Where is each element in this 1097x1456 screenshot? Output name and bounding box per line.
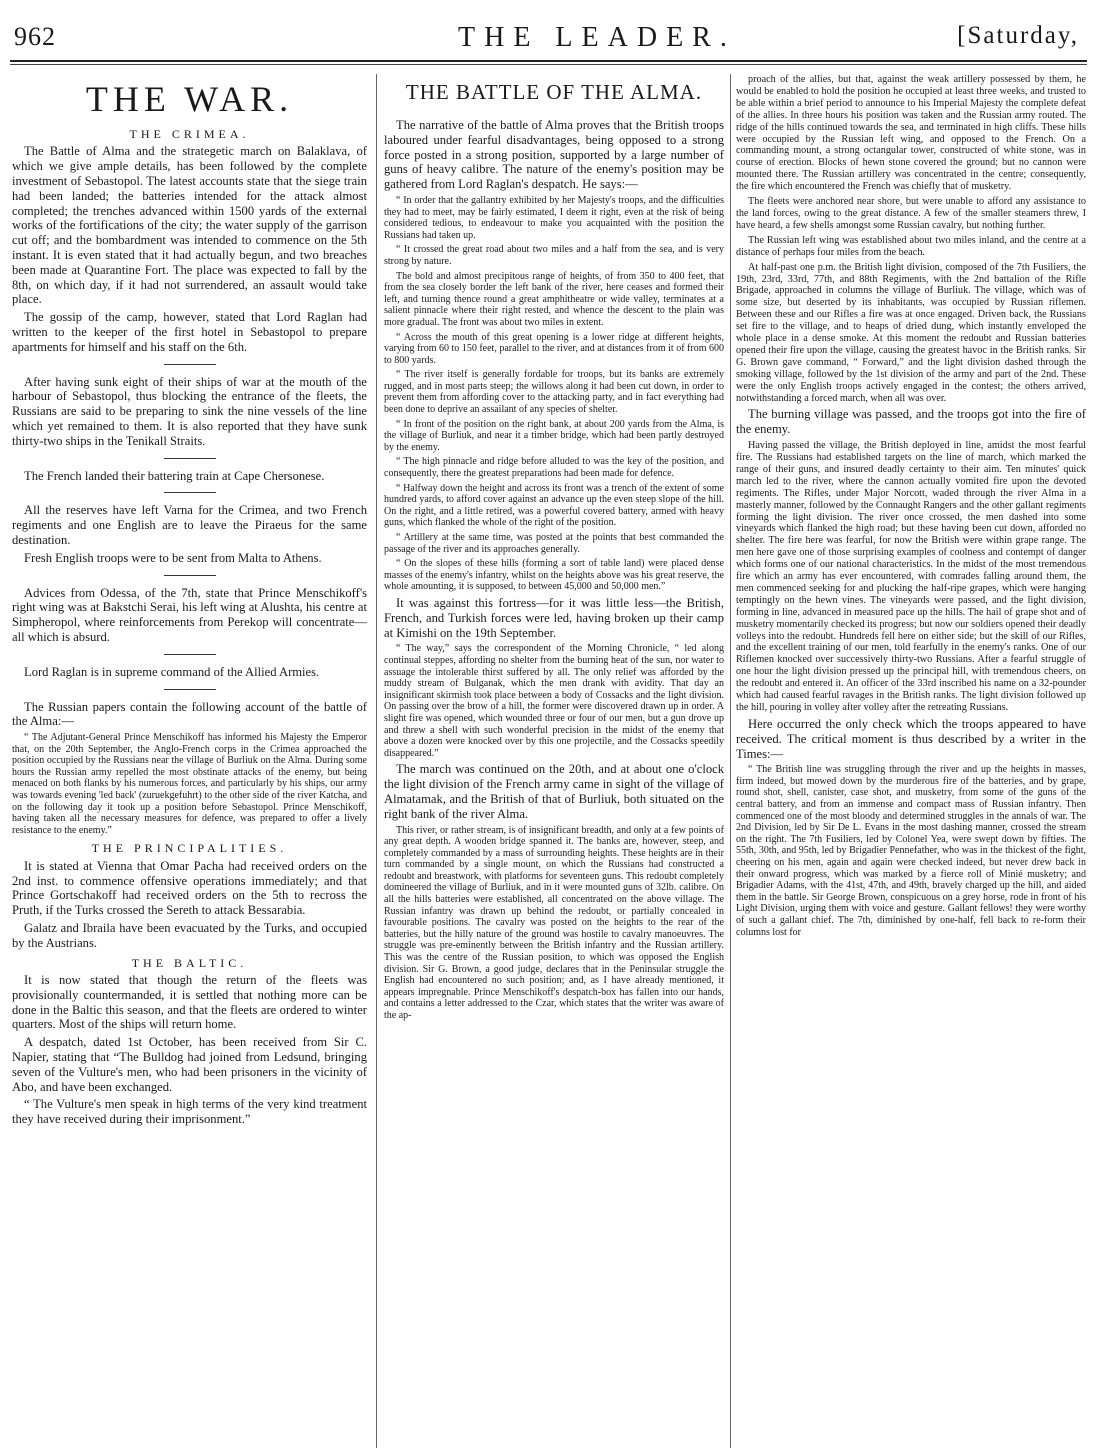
paragraph: The Russian left wing was established about two miles inland, and the centre at a distance of perhaps four miles from the beach.: [736, 234, 1086, 258]
subheading-crimea: THE CRIMEA.: [129, 127, 250, 141]
quotation: “ Halfway down the height and across its front was a trench of the extent of some hundred yards, to afford cover against an advance up the even steep slope of the hill. On the right, and a little retired, was a powerful covered battery, armed with heavy guns, which flanked the whole of the right of the position.: [384, 482, 724, 529]
quotation: “ It crossed the great road about two miles and a half from the sea, and is very strong by nature.: [384, 244, 724, 267]
paragraph: It is stated at Vienna that Omar Pacha had received orders on the 2nd inst. to commence offensive operations immediately; and that Prince Gortschakoff had received orders on the 5th to recross the Pruth, if the Turks crossed the Sereth to attack Bessarabia.: [12, 858, 367, 918]
quotation: “ The way,” says the correspondent of the Morning Chronicle, “ led along continual steppes, affording no shelter from the burning heat of the sun, nor water to assuage the intolerable thirst suffered by all. The only relief was afforded by the muddy stream of Bulganak, which the men drank with avidity. That day an insignificant skirmish took place between a body of Cossacks and the light division. On passing over the brow of a hill, the former were discovered drawn up in order. A slight fire was opened, which wounded three or four of our men, but a gun drove up and threw a shell with such wonderful precision in the midst of the enemy that above a dozen were knocked over by this one projectile, and the Cossacks speedily disappeared.”: [384, 643, 724, 759]
column-divider: [730, 74, 731, 1448]
quotation: “ Across the mouth of this great opening is a lower ridge at different heights, varying from 60 to 150 feet, parallel to the river, and at distances from it of from 600 to 800 yards.: [384, 331, 724, 366]
page-number: 962: [14, 22, 56, 51]
paragraph: Galatz and Ibraila have been evacuated by the Turks, and occupied by the Austrians.: [12, 921, 367, 950]
paragraph: Lord Raglan is in supreme command of the Allied Armies.: [24, 664, 320, 679]
paragraph: The march was continued on the 20th, and at about one o'clock the light division of the French army came in sight of the village of Almatamak, and the British of that of Burliuk, both situated on the right bank of the river Alma.: [384, 762, 724, 821]
paragraph-small: This river, or rather stream, is of insignificant breadth, and only at a few points of any great depth. A wooden bridge spanned it. The banks are, however, steep, and completely commanded by a mass of surrounding heights. These heights are in their turn commanded by a single mount, on which the Russians had constructed a redoubt and breastwork, with platforms for seventeen guns. This redoubt completely domineered the village of Burliuk, and in it were mounted guns of 32lb. calibre. On all the hills batteries were established, all concentrated on the above village. The Russian infantry was drawn up behind the redoubt, or partially concealed in favourable positions. The cavalry was posted on the heights to the rear of the batteries, but the hilly nature of the ground was hostile to cavalry manoeuvres. The struggle was pre-eminently between the British infantry and the Russian artillery. This was the centre of the Russian position, to which was opposed the English division. Sir G. Brown, a good judge, declares that in the Peninsular struggle the English had encountered no such position; and, as I have already mentioned, it appears impregnable. Prince Menschikoff's despatch-box has fallen into our hands, and contains a letter addressed to the Czar, which states that the writer was aware of the ap-: [384, 824, 724, 1021]
quotation: “ Artillery at the same time, was posted at the points that best commanded the passage of the river and its approaches generally.: [384, 532, 724, 555]
quotation: “ On the slopes of these hills (forming a sort of table land) were placed dense masses of the enemy's infantry, whilst on the heights above was his great reserve, the whole amounting, it is supposed, to between 45,000 and 50,000 men.”: [384, 558, 724, 593]
issue-day: [Saturday,: [957, 22, 1079, 49]
quotation: “ The British line was struggling through the river and up the heights in masses, firm indeed, but mowed down by the murderous fire of the batteries, and by grape, round shot, shell, canister, case shot, and musketry, from some of the guns of the central battery, and from an immense and compact mass of Russian infantry. Then commenced one of the most bloody and determined struggles in the annals of war. The 2nd Division, led by Sir De L. Evans in the most dashing manner, crossed the stream on the right. The 7th Fusiliers, led by Colonel Yea, were swept down by fifties. The 55th, 30th, and 95th, led by Brigadier Pennefather, who was in the thickest of the fight, cheering on his men, again and again were checked indeed, but never drew back in their onward progress, which was marked by a fierce roll of Minié musketry; and Brigadier Adams, with the 41st, 47th, and 49th, bravely charged up the hill, and aided them in the battle. Sir George Brown, conspicuous on a grey horse, rode in front of his Light Division, urging them with voice and gesture. Gallant fellows! they were worthy of such a gallant chief. The 7th, diminished by one-half, fell back to re-form their columns lost for: [736, 764, 1086, 938]
newspaper-title: THE LEADER.: [458, 22, 736, 53]
quotation: “ In front of the position on the right bank, at about 200 yards from the Alma, is the village of Burliuk, and near it a timber bridge, which had been partly destroyed by the enemy.: [384, 418, 724, 453]
column-1: [12, 74, 367, 1448]
paragraph: It was against this fortress—for it was little less—the British, French, and Turkish forces were led, having broken up their camp at Kimishi on the 19th September.: [384, 595, 724, 640]
paragraph: It is now stated that though the return of the fleets was provisionally countermanded, it is settled that nothing more can be done in the Baltic this season, and that the fleets are ordered to winter quarters. Most of the ships will return home.: [12, 973, 367, 1032]
paragraph: The Russian papers contain the following account of the battle of the Alma:—: [12, 699, 367, 729]
subheading-baltic: THE BALTIC.: [131, 955, 248, 970]
paragraph: “ The Vulture's men speak in high terms of the very kind treatment they have received during their imprisonment.”: [12, 1097, 367, 1127]
paragraph: Fresh English troops were to be sent from Malta to Athens.: [24, 550, 322, 565]
subheading-principalities: THE PRINCIPALITIES.: [91, 841, 288, 856]
paragraph: The French landed their battering train at Cape Chersonese.: [24, 468, 325, 483]
masthead: [0, 0, 1097, 66]
column-3: [736, 74, 1086, 1448]
paragraph: Having passed the village, the British deployed in line, amidst the most fearful fire. The Russians had established targets on the line of march, which marked the range of their guns, and insured deadly certainty to their aim. Ten minutes' quick march led to the river, where the cannon actually vomited fire upon the devoted regiments. The Rifles, under Major Norcott, waded through the river Alma in a masterly manner, followed by the Connaught Rangers and the other gallant regiments forming the light division. The river once crossed, the men dashed into some vineyards which flanked the high road; but these having been cut down, afforded no shelter. The fire here was fearful, for now the British were within grape range. The men here gave one of those surprising examples of coolness and contempt of danger which forms one of our national characteristics. In the midst of the most tremendous fire which an army has ever encountered, with comrades falling around them, the men commenced seeking for and plucking the half-ripe grapes, which were hanging temptingly on the hewn vines. The vineyards were passed, and the light division, forming in line, advanced in measured pace up the hills. The hail of grape shot and of musketry momentarily checked its progress; but now our soldiers opened their deadly volleys into the redoubt. Hundreds fell here on either side; but the skill of our Rifles, and the excellent training of our men, told fearfully in the enemy's ranks. One of our Riflemen knocked over successively thirty-two Russians. After a fearful struggle of one hour the light division pressed up the principal hill, with tremendous cheers, on the redoubt and entered it. An officer of the 33rd inscribed his name on a 32-pounder which had caused fearful ravages in the British ranks. The light division followed up the hill, pouring in volley after volley after the retreating Russians.: [736, 440, 1086, 713]
masthead-rule-thin: [10, 64, 1087, 65]
separator: [164, 689, 216, 690]
separator: [164, 654, 216, 655]
paragraph: A despatch, dated 1st October, has been received from Sir C. Napier, stating that “The Bulldog had joined from Ledsund, bringing seven of the Vulture's men, who had been prisoners in the vicinity of Abo, and have been exchanged.: [12, 1035, 367, 1094]
column-2: [384, 74, 724, 1448]
paragraph: The gossip of the camp, however, stated that Lord Raglan had written to the keeper of the first hotel in Sebastopol to prepare apartments for himself and his staff on the 6th.: [12, 310, 367, 354]
column-divider: [376, 74, 377, 1448]
quotation: “ The Adjutant-General Prince Menschikoff has informed his Majesty the Emperor that, on the 20th September, the Anglo-French corps in the Crimea approached the position occupied by the Russians near the village of Burliuk on the Alma. During some hours the Russian army repelled the most obstinate attacks of the enemy, but being menaced on both flanks by his numerous forces, and particularly by his ships, our army was towards evening 'led back' (zuruekgefuhrt) to the other side of the river Katcha, and on the following day it took up a position before Sebastopol. Prince Menschikoff, having taken all the necessary measures for defence, was prepared to offer a lively resistance to the enemy.”: [12, 732, 367, 836]
paragraph: The Battle of Alma and the strategetic march on Balaklava, of which we give ample details, has been followed by the complete investment of Sebastopol. The latest accounts state that the siege train had been landed; the batteries intended for the attack almost completed; the trenches advanced within 1500 yards of the external works of the fortifications of the city; the water supply of the garrison cut off; and the bombardment was intended to commence on the 5th instant. It is even stated that it had actually begun, and two breaches been made at Quarantine Fort. The place was expected to fall by the 8th, on which day, if it had not surrendered, an assault would take place.: [12, 144, 367, 307]
quotation: “ In order that the gallantry exhibited by her Majesty's troops, and the difficulties they had to meet, may be fairly estimated, I deem it right, even at the risk of being considered tedious, to endeavour to make you acquainted with the position the Russians had taken up.: [384, 194, 724, 241]
paragraph: The burning village was passed, and the troops got into the fire of the enemy.: [736, 407, 1086, 437]
quotation: “ The river itself is generally fordable for troops, but its banks are extremely rugged, and in most parts steep; the willows along it had been cut down, in order to prevent them from affording cover to the attacking party, and in fact everything had been done to deprive an assailant of any species of shelter.: [384, 369, 724, 416]
separator: [164, 364, 216, 365]
paragraph: All the reserves have left Varna for the Crimea, and two French regiments and one English are to leave the Piraeus for the same destination.: [12, 503, 367, 547]
masthead-rule: [10, 60, 1087, 62]
paragraph: proach of the allies, but that, against the weak artillery possessed by them, he would be enabled to hold the position he occupied at least three weeks, and trusted to be able within a brief period to announce to his Imperial Majesty the complete defeat of the allies. In three hours his position was taken and the Russian army routed. The ridge of the hills continued towards the sea, and terminated in high cliffs. These hills were occupied by the Russian left wing, and opposed to the French. On a commanding mount, a strong octangular tower, constructed of white stone, was in course of erection. Blocks of hewn stone covered the ground; but no cannon were mounted there. The Russian artillery was concentrated in the centre; consequently, the fire which encountered the French was chiefly that of musketry.: [736, 74, 1086, 193]
paragraph: Here occurred the only check which the troops appeared to have received. The critical moment is thus described by a writer in the Times:—: [736, 716, 1086, 761]
separator: [164, 458, 216, 459]
paragraph: The fleets were anchored near shore, but were unable to afford any assistance to the land forces, owing to the great distance. A few of the smaller steamers threw, I have heard, a few shells amongst some Russian cavalry, but nothing further.: [736, 196, 1086, 231]
quotation: The bold and almost precipitous range of heights, of from 350 to 400 feet, that from the sea closely border the left bank of the river, here ceases and formed their left, and turning thence round a great amphitheatre or wide valley, terminates at a salient pinnacle where their right rested, and whence the descent to the plain was more gradual. The front was about two miles in extent.: [384, 270, 724, 328]
paragraph: At half-past one p.m. the British light division, composed of the 7th Fusiliers, the 19th, 23rd, 33rd, 77th, and 88th Regiments, with the 2nd battalion of the Rifle Brigade, approached in columns the village of Burliuk. The village, which was of some size, but deserted by its inhabitants, was occupied by Russian riflemen. Between these and our Rifles a fire was at once engaged. Driven back, the Russians set fire to the village, and to heaps of dried dung, which instantly enveloped the whole place in a dense smoke. At this moment the redoubt and Russian batteries opened their fire upon the village, causing the greatest havoc in the British ranks. Sir G. Brown gave command, “ Forward,” and the light division dashed through the smoking village, followed by the 1st division of the army and part of the 2nd. These were the only English troops actively engaged in the contest; the others arrived, notwithstanding a forced march, when all was over.: [736, 261, 1086, 404]
paragraph: The narrative of the battle of Alma proves that the British troops laboured under fearful disadvantages, being opposed to a strong force posted in a strong position, supported by a large number of guns of heavy calibre. The nature of the enemy's position may be gathered from Lord Raglan's despatch. He says:—: [384, 118, 724, 192]
paragraph: Advices from Odessa, of the 7th, state that Prince Menschikoff's right wing was at Bakstchi Serai, his left wing at Alushta, his centre at Simpheropol, where reinforcements from Perekop will concentrate—all which is absurd.: [12, 585, 367, 644]
separator: [164, 575, 216, 576]
section-heading-war: THE WAR.: [85, 79, 294, 119]
separator: [164, 492, 216, 493]
paragraph: After having sunk eight of their ships of war at the mouth of the harbour of Sebastopol, thus blocking the entrance of the fleets, the Russians are said to be preparing to sink the nine vessels of the line which yet remained to them. It is also reported that they have sunk thirty-two ships in the Tenikall Straits.: [12, 374, 367, 448]
quotation: “ The high pinnacle and ridge before alluded to was the key of the position, and consequently, there the greatest preparations had been made for defence.: [384, 456, 724, 480]
section-heading-alma: THE BATTLE OF THE ALMA.: [405, 80, 703, 104]
